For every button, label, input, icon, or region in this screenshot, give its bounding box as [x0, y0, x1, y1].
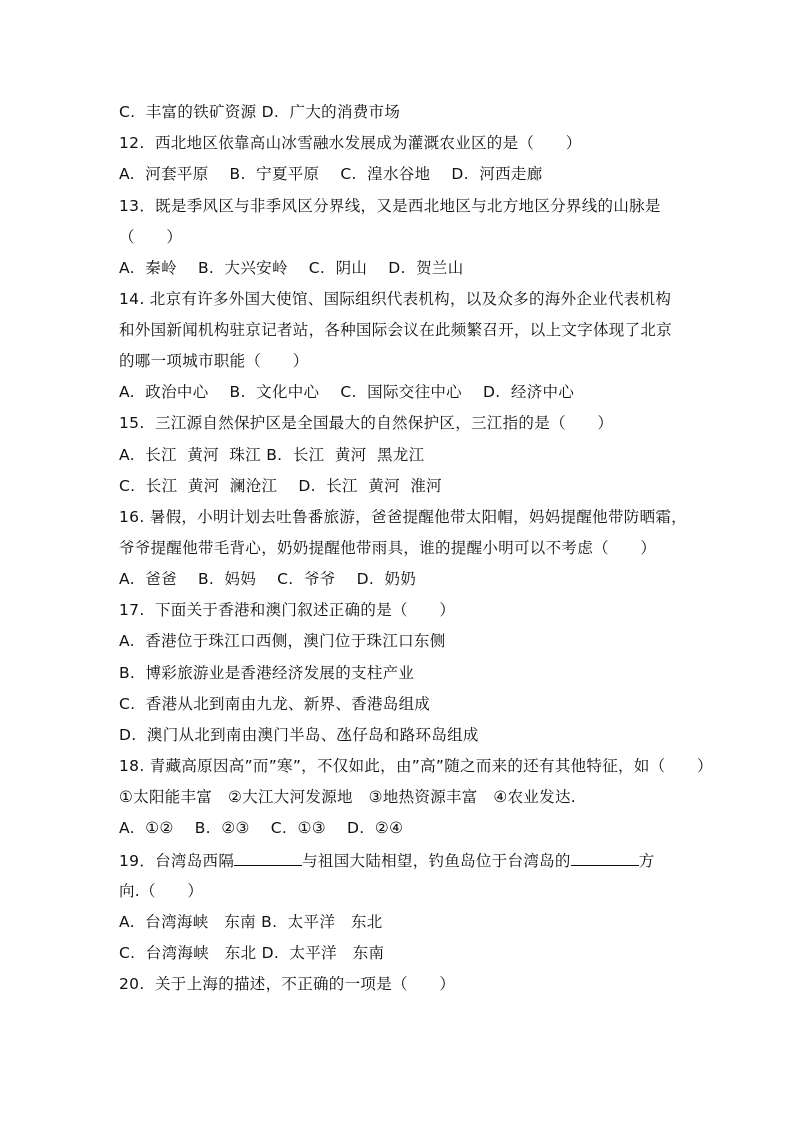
question-14-cont: 和外国新闻机构驻京记者站，各种国际会议在此频繁召开，以上文字体现了北京 [119, 321, 673, 339]
question-16-cont: 爷爷提醒他带毛背心，奶奶提醒他带雨具，谁的提醒小明可以不考虑（ ） [119, 539, 657, 557]
question-13-options: A. 秦岭 B. 大兴安岭 C. 阴山 D. 贺兰山 [119, 259, 464, 277]
question-18-items: ①太阳能丰富 ②大江大河发源地 ③地热资源丰富 ④农业发达. [119, 788, 577, 806]
question-18: 18. 青藏高原因高”而”寒”，不仅如此，由”高”随之而来的还有其他特征，如（ ） [119, 757, 713, 775]
question-17-option-b: B. 博彩旅游业是香港经济发展的支柱产业 [119, 664, 415, 682]
question-19-part3: 方 [638, 852, 655, 870]
question-19-part1: 19．台湾岛西隔 [119, 852, 235, 870]
fill-blank [571, 849, 639, 866]
question-13-cont: （ ） [119, 228, 183, 246]
question-19 [119, 849, 655, 872]
question-18-options: A. ①② B. ②③ C. ①③ D. ②④ [119, 819, 404, 837]
question-17-option-d: D. 澳门从北到南由澳门半岛、氹仔岛和路环岛组成 [119, 726, 479, 744]
question-15: 15. 三江源自然保护区是全国最大的自然保护区，三江指的是（ ） [119, 414, 614, 432]
question-14-cont: 的哪一项城市职能（ ） [119, 352, 309, 370]
question-19-cont: 向.（ ） [119, 882, 204, 900]
question-14: 14. 北京有许多外国大使馆、国际组织代表机构，以及众多的海外企业代表机构 [119, 290, 672, 308]
question-13: 13．既是季风区与非季风区分界线，又是西北地区与北方地区分界线的山脉是 [119, 197, 661, 215]
question-17: 17. 下面关于香港和澳门叙述正确的是（ ） [119, 601, 456, 619]
question-17-option-a: A. 香港位于珠江口西侧，澳门位于珠江口东侧 [119, 632, 446, 650]
question-17-option-c: C. 香港从北到南由九龙、新界、香港岛组成 [119, 695, 431, 713]
question-19-options: C. 台湾海峡 东北 D. 太平洋 东南 [119, 944, 385, 962]
question-19-part2: 与祖国大陆相望，钓鱼岛位于台湾岛的 [302, 852, 571, 870]
question-16-options: A. 爸爸 B. 妈妈 C. 爷爷 D. 奶奶 [119, 570, 417, 588]
question-14-options: A. 政治中心 B. 文化中心 C. 国际交往中心 D. 经济中心 [119, 383, 575, 401]
question-12: 12. 西北地区依靠高山冰雪融水发展成为灌溉农业区的是（ ） [119, 134, 582, 152]
question-20: 20. 关于上海的描述，不正确的一项是（ ） [119, 975, 456, 993]
question-12-options: A. 河套平原 B. 宁夏平原 C. 湟水谷地 D. 河西走廊 [119, 165, 543, 183]
text-line: C. 丰富的铁矿资源 D. 广大的消费市场 [119, 103, 401, 121]
question-19-options: A. 台湾海峡 东南 B. 太平洋 东北 [119, 913, 383, 931]
question-15-options: C. 长江 黄河 澜沧江 D. 长江 黄河 淮河 [119, 477, 442, 495]
question-16: 16. 暑假，小明计划去吐鲁番旅游，爸爸提醒他带太阳帽，妈妈提醒他带防晒霜， [119, 508, 687, 526]
question-15-options: A. 长江 黄河 珠江 B. 长江 黄河 黑龙江 [119, 446, 425, 464]
fill-blank [234, 849, 302, 866]
